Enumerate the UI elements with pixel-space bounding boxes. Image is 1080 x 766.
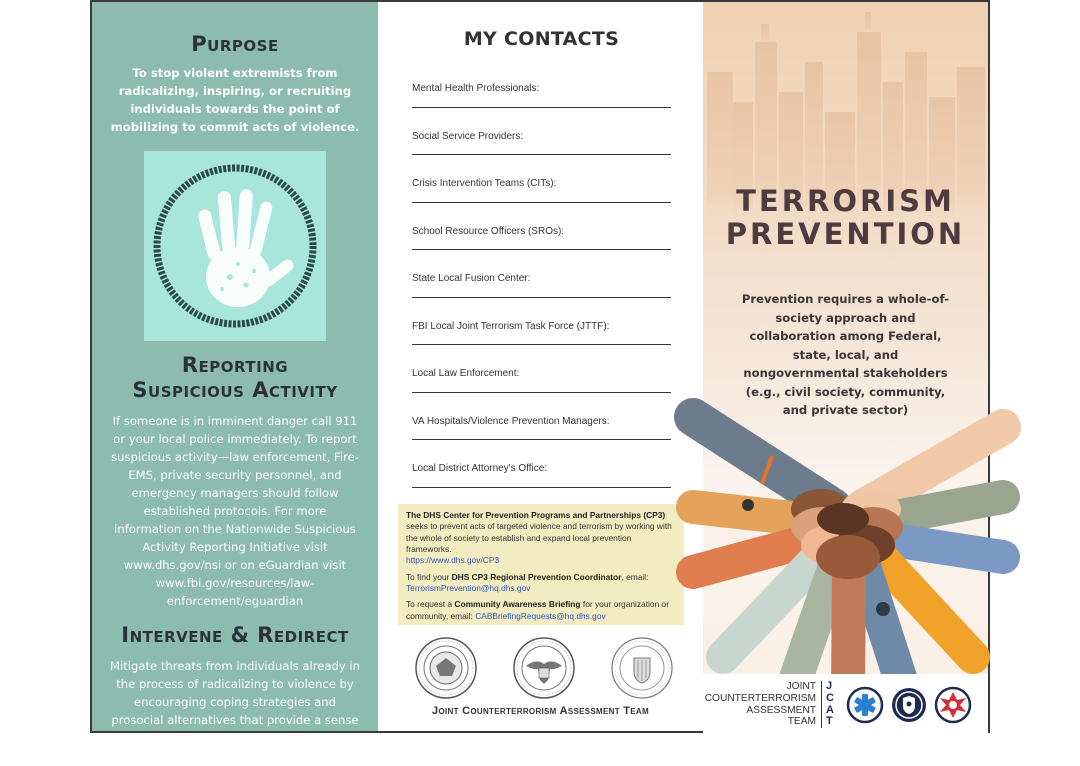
jcat-words [703, 681, 821, 728]
contact-label: Crisis Intervention Teams (CITs): [412, 178, 557, 189]
contact-label: School Resource Officers (SROs): [412, 225, 565, 237]
cp3-info-box [398, 504, 684, 625]
jcat-word: COUNTERTERRORISM [704, 692, 816, 704]
cp3-url-link[interactable]: https://www.dhs.gov/CP3 [406, 555, 500, 566]
intervene-title: Intervene & Redirect [121, 623, 349, 648]
title-line-1: TERRORISM [736, 184, 955, 218]
handprint-icon [150, 159, 320, 334]
contact-label: Local Law Enforcement: [412, 368, 520, 379]
jcat-footer-label: Joint Counterterrorism Assessment Team [432, 705, 649, 717]
agency-seals [414, 636, 674, 700]
cp3-description [406, 510, 676, 567]
brief-email-link[interactable]: CABBriefingRequests@hq.dhs.gov [475, 610, 606, 621]
jcat-word: TEAM [787, 716, 816, 728]
coord-bold: DHS CP3 Regional Prevention Coordinator [451, 571, 622, 582]
cp3-coordinator [406, 572, 676, 595]
reporting-title-line-2: Suspicious Activity [132, 378, 338, 403]
jcat-letter: T [826, 715, 833, 728]
middle-panel [378, 2, 703, 731]
police-badge-icon [890, 686, 928, 724]
reporting-title [110, 353, 360, 403]
jcat-letter: J [826, 679, 833, 692]
contact-label: Social Service Providers: [412, 130, 524, 142]
contact-line[interactable] [412, 393, 671, 441]
contacts-title: MY CONTACTS [463, 28, 620, 50]
cp3-body: seeks to prevent acts of targeted violence and terrorism by working with the whole of society to establish and expand local prevention frameworks. [406, 521, 672, 555]
jcat-letter: C [826, 691, 834, 704]
nctc-seal-icon [414, 636, 478, 700]
contact-label: FBI Local Joint Terrorism Task Force (JTTF): [412, 320, 610, 332]
brief-prefix: To request a [406, 599, 455, 610]
reporting-title-line-1: Reporting [181, 353, 289, 378]
coord-suffix: , email: [621, 571, 649, 582]
contact-line[interactable] [412, 155, 671, 203]
contact-label: State Local Fusion Center: [412, 273, 531, 284]
title-line-2: PREVENTION [725, 217, 966, 252]
jcat-letters [821, 681, 834, 729]
hand-image-box [144, 151, 326, 341]
dhs-seal-icon [512, 636, 576, 700]
first-responder-badges [846, 686, 972, 724]
ems-star-of-life-icon [846, 686, 884, 724]
jcat-footer [703, 674, 988, 735]
contact-line[interactable] [412, 250, 671, 298]
contact-line[interactable] [412, 60, 671, 108]
left-panel [92, 2, 378, 764]
purpose-text: To stop violent extremists from radicalizing, inspiring, or recruiting individuals towards the point of mobilizing to commit acts of violence. [110, 66, 360, 135]
fbi-seal-icon [610, 636, 674, 700]
jcat-letter: A [826, 703, 834, 716]
fire-maltese-cross-icon [934, 686, 972, 724]
right-panel [703, 2, 988, 731]
contact-line[interactable] [412, 345, 671, 393]
intervene-text: Mitigate threats from individuals already in the process of radicalizing to violence by encouraging coping strategies and prosocial alternatives that provide a sense of community cohesiveness and belonging. [110, 659, 360, 764]
contact-line[interactable] [412, 440, 671, 488]
joined-hands-illustration-icon [703, 397, 988, 674]
contact-label: VA Hospitals/Violence Prevention Managers: [412, 415, 610, 427]
contact-line[interactable] [412, 108, 671, 156]
brief-bold: Community Awareness Briefing [454, 599, 581, 610]
contact-label: Mental Health Professionals: [412, 83, 540, 94]
jcat-word: ASSESSMENT [746, 704, 816, 716]
contact-label: Local District Attorney's Office: [412, 463, 548, 474]
purpose-title: Purpose [191, 32, 279, 56]
jcat-word: JOINT [786, 681, 816, 693]
terrorism-prevention-title [703, 185, 988, 252]
brief-suffix: for your organization or community, email: [406, 599, 669, 621]
coord-prefix: To find your [406, 571, 452, 582]
brochure [90, 0, 990, 764]
prevention-text: Prevention requires a whole-of-society approach and collaboration among Federal, state, local, and nongovernmental stakeholders (e.g., civil society, community, and private sector) [741, 292, 950, 418]
reporting-text: If someone is in imminent danger call 911 or your local police immediately. To report suspicious activity—law enforcement, Fire-EMS, private security personnel, and emergency managers should follow established protocols. For more information on the Nationwide Suspicious Activity Reporting Initiative visit www.dhs.gov/nsi or on eGuardian visit www.fbi.gov/resources/law-enforcement/eguardian [111, 414, 359, 609]
contact-line[interactable] [412, 203, 671, 251]
cp3-briefing [406, 599, 676, 622]
contact-line[interactable] [412, 298, 671, 346]
cp3-heading: The DHS Center for Prevention Programs and Partnerships (CP3) [406, 510, 666, 520]
coord-email-link[interactable]: TerrorismPrevention@hq.dhs.gov [406, 583, 531, 594]
